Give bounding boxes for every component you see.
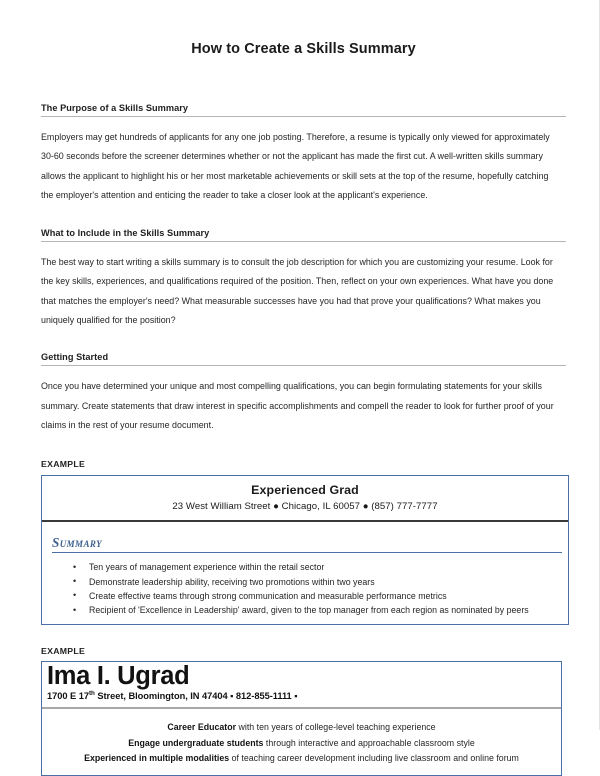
- resume-one-bullet-list: [50, 560, 560, 617]
- resume-two-statement-lead: Career Educator: [167, 722, 237, 733]
- example-label-one: EXAMPLE: [41, 459, 86, 470]
- resume-one-summary-heading: Summary: [52, 535, 562, 553]
- resume-two-contact-prefix: 1700 E 17: [47, 691, 89, 702]
- section-paragraph-include: The best way to start writing a skills summary is to consult the job description for which you are customizing your resume. Look for the key skills, experiences, and qualifications required of the position. Then, reflect on your own experiences. What have you done that matches the employer's need? What measurable successes have you had that prove your qualifications? What makes you uniquely qualified for the position?: [41, 257, 554, 326]
- resume-two-contact: [47, 690, 556, 705]
- resume-example-box-two: [41, 661, 562, 775]
- resume-two-name: Ima I. Ugrad: [47, 662, 190, 691]
- section-heading-purpose: The Purpose of a Skills Summary: [41, 103, 566, 117]
- list-item: • Recipient of 'Excellence in Leadership' award, given to the top manager from each region as nominated by peers: [50, 603, 560, 617]
- resume-one-contact: 23 West William Street ● Chicago, IL 60057 ● (857) 777-7777: [172, 501, 438, 513]
- resume-two-statement: [46, 720, 557, 735]
- section-heading-include: What to Include in the Skills Summary: [41, 228, 566, 242]
- document-content: [41, 0, 566, 776]
- list-item: • Demonstrate leadership ability, receiving two promotions within two years: [50, 575, 560, 589]
- resume-two-contact-suffix: Street, Bloomington, IN 47404 ▪ 812-855-1111 ▪: [94, 691, 298, 702]
- resume-one-body: [42, 522, 568, 624]
- resume-two-statement-rest: through interactive and approachable classroom style: [263, 737, 475, 748]
- resume-two-body: [42, 709, 561, 774]
- resume-example-box-one: [41, 475, 569, 625]
- resume-two-statement-lead: Engage undergraduate students: [128, 737, 264, 748]
- section-heading-getting-started: Getting Started: [41, 352, 566, 366]
- resume-two-statement-lead: Experienced in multiple modalities: [84, 753, 230, 764]
- list-item: • Create effective teams through strong communication and measurable performance metrics: [50, 589, 560, 603]
- section-paragraph-purpose: Employers may get hundreds of applicants for any one job posting. Therefore, a resume is typically only viewed for approximately 30-60 seconds before the screener determines whether or not the applicant has made the first cut. A well-written skills summary allows the applicant to highlight his or her most marketable achievements or skill sets at the top of the resume, hopefully catching the employer's attention and enticing the reader to take a closer look at the applicant's experience.: [41, 132, 550, 200]
- resume-two-statement: [46, 736, 557, 751]
- resume-one-header: [42, 476, 568, 522]
- page-title: How to Create a Skills Summary: [191, 41, 416, 57]
- resume-two-statement: [46, 751, 557, 766]
- resume-two-statement-rest: of teaching career development including live classroom and online forum: [229, 753, 519, 764]
- example-label-two: EXAMPLE: [41, 646, 86, 657]
- resume-two-statement-rest: with ten years of college-level teaching experience: [236, 722, 436, 733]
- resume-two-header: [42, 662, 561, 709]
- resume-two-contact-ordinal: th: [88, 690, 95, 698]
- list-item: • Ten years of management experience within the retail sector: [50, 560, 560, 574]
- resume-one-name: Experienced Grad: [251, 483, 359, 498]
- section-paragraph-getting-started: Once you have determined your unique and most compelling qualifications, you can begin formulating statements for your skills summary. Create statements that draw interest in specific accomplishments and compell the reader to look for further proof of your claims in the rest of your resume document.: [41, 381, 554, 430]
